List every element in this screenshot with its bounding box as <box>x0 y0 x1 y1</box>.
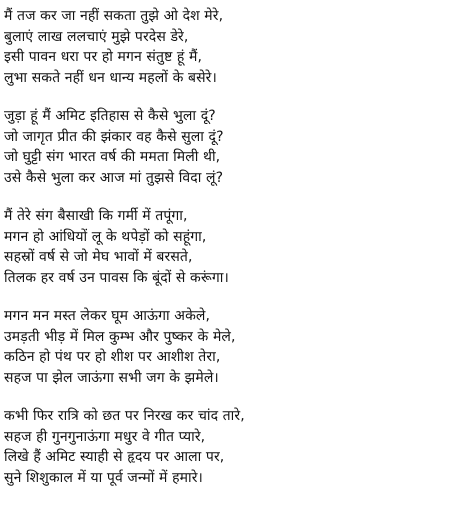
poem-line: उसे कैसे भुला कर आज मां तुझसे विदा लूं? <box>4 169 224 186</box>
poem-line: जो घुट्टी संग भारत वर्ष की ममता मिली थी, <box>4 149 221 165</box>
poem-line: बुलाएं लाख ललचाएं मुझे परदेस डेरे, <box>4 28 189 45</box>
poem-line: लुभा सकते नहीं धन धान्य महलों के बसेरे। <box>4 69 217 86</box>
poem-line: इसी पावन धरा पर हो मगन संतुष्ट हूं मैं, <box>4 49 202 65</box>
poem-line: सहज पा झेल जाऊंगा सभी जग के झमेले। <box>4 369 219 386</box>
poem-line: मगन हो आंधियों लू के थपेड़ों को सहूंगा, <box>4 228 207 245</box>
stanza-2 <box>4 106 470 188</box>
poem-line: उमड़ती भीड़ में मिल कुम्भ और पुष्कर के मेले, <box>4 328 236 345</box>
poem-line: कभी फिर रात्रि को छत पर निरख कर चांद तारे, <box>4 408 245 424</box>
poem <box>4 6 470 506</box>
poem-line: तिलक हर वर्ष उन पावस कि बूंदों से करूंगा। <box>4 269 229 286</box>
poem-line: मैं तज कर जा नहीं सकता तुझे ओ देश मेरे, <box>4 8 224 24</box>
poem-line: सहस्रों वर्ष से जो मेघ भावों में बरसते, <box>4 249 193 265</box>
poem-line: कठिन हो पंथ पर हो शीश पर आशीश तेरा, <box>4 349 221 365</box>
stanza-3 <box>4 206 470 288</box>
poem-line: लिखे हैं अमिट स्याही से हृदय पर आला पर, <box>4 449 225 465</box>
poem-line: सुने शिशुकाल में या पूर्व जन्मों में हमारे। <box>4 469 203 486</box>
poem-line: सहज ही गुनगुनाऊंगा मधुर वे गीत प्यारे, <box>4 428 206 445</box>
poem-line: मगन मन मस्त लेकर घूम आऊंगा अकेले, <box>4 308 211 324</box>
poem-line: जो जागृत प्रीत की झंकार वह कैसे सुला दूं? <box>4 128 224 145</box>
stanza-5 <box>4 406 470 488</box>
poem-line: जुड़ा हूं मैं अमिट इतिहास से कैसे भुला दूं? <box>4 108 216 124</box>
stanza-1 <box>4 6 470 88</box>
poem-line: मैं तेरे संग बैसाखी कि गर्मी में तपूंगा, <box>4 208 188 224</box>
stanza-4 <box>4 306 470 388</box>
